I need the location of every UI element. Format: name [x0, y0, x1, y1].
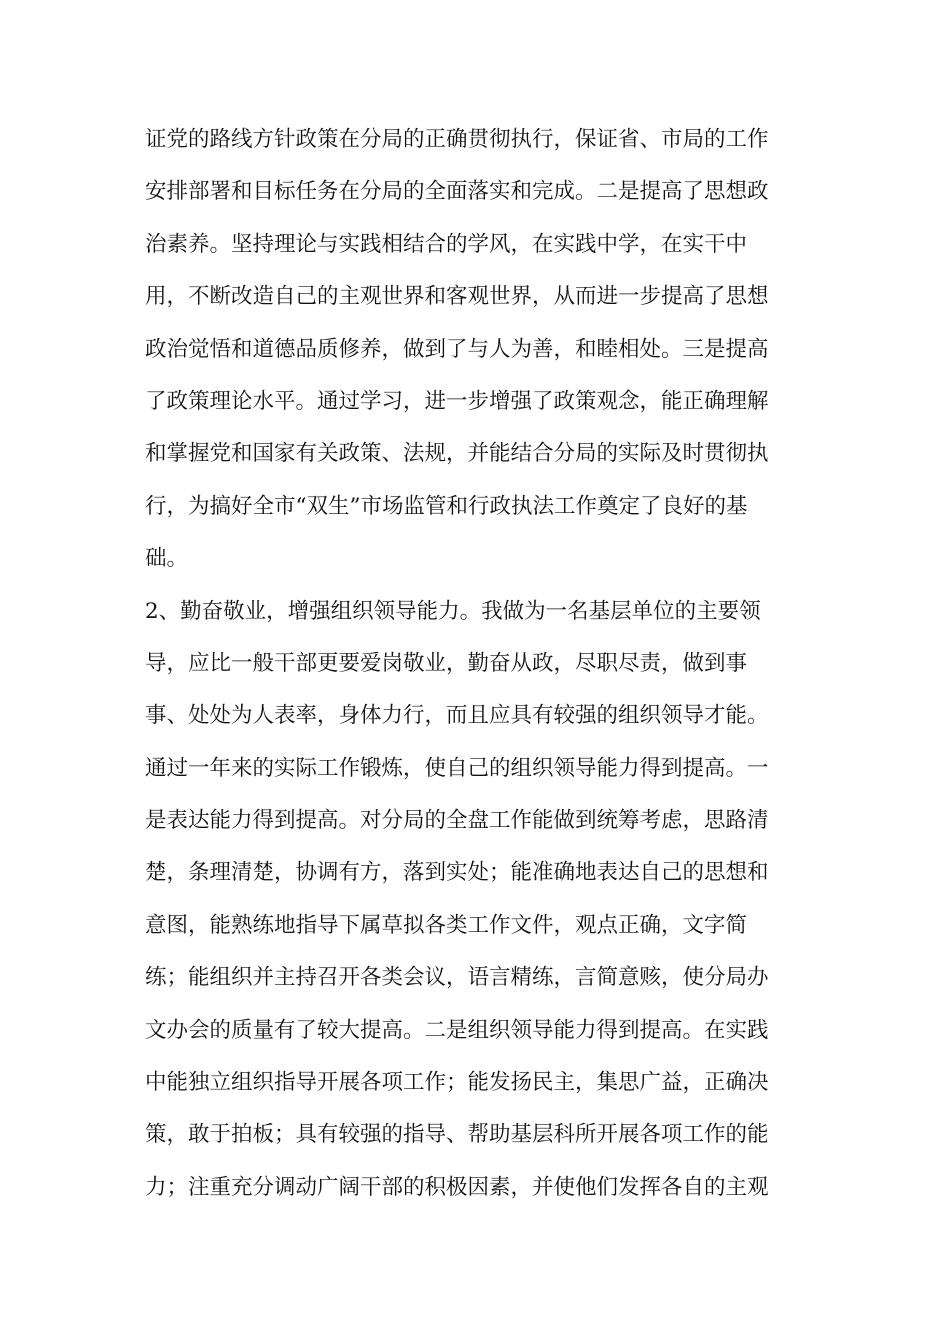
text-line: 用，不断改造自己的主观世界和客观世界，从而进一步提高了思想: [145, 284, 769, 310]
text-line: 导，应比一般干部更要爱岗敬业，勤奋从政，尽职尽责，做到事: [145, 650, 748, 676]
text-line: 练；能组织并主持召开各类会议，语言精练，言简意赅，使分局办: [145, 965, 769, 991]
text-line: 通过一年来的实际工作锻炼，使自己的组织领导能力得到提高。一: [145, 755, 769, 781]
text-line: 治素养。坚持理论与实践相结合的学风，在实践中学，在实干中: [145, 231, 748, 257]
text-line: 力；注重充分调动广阔干部的积极因素，并使他们发挥各自的主观: [145, 1174, 769, 1200]
body-text: [145, 114, 805, 1214]
text-line: 和掌握党和国家有关政策、法规，并能结合分局的实际及时贯彻执: [145, 441, 769, 467]
text-line: 证党的路线方针政策在分局的正确贯彻执行，保证省、市局的工作: [145, 127, 769, 152]
text-line: 中能独立组织指导开展各项工作；能发扬民主，集思广益，正确决: [145, 1070, 769, 1096]
text-line: 行，为搞好全市“双生”市场监管和行政执法工作奠定了良好的基: [145, 493, 748, 519]
text-line: 策，敢于拍板；具有较强的指导、帮助基层科所开展各项工作的能: [145, 1122, 769, 1148]
text-line: 楚，条理清楚，协调有方，落到实处；能准确地表达自己的思想和: [145, 860, 769, 886]
section-heading-line: 2、勤奋敬业，增强组织领导能力。我做为一名基层单位的主要领: [145, 598, 761, 624]
text-line: 事、处处为人表率，身体力行，而且应具有较强的组织领导才能。: [145, 703, 769, 729]
text-line: 础。: [145, 546, 189, 572]
text-line: 安排部署和目标任务在分局的全面落实和完成。二是提高了思想政: [145, 179, 769, 205]
text-line: 文办会的质量有了较大提高。二是组织领导能力得到提高。在实践: [145, 1017, 769, 1043]
text-line: 了政策理论水平。通过学习，进一步增强了政策观念，能正确理解: [145, 388, 769, 414]
text-line: 是表达能力得到提高。对分局的全盘工作能做到统筹考虑，思路清: [145, 808, 769, 834]
text-line: 政治觉悟和道德品质修养，做到了与人为善，和睦相处。三是提高: [145, 336, 769, 362]
text-line: 意图，能熟练地指导下属草拟各类工作文件，观点正确，文字简: [145, 912, 748, 938]
